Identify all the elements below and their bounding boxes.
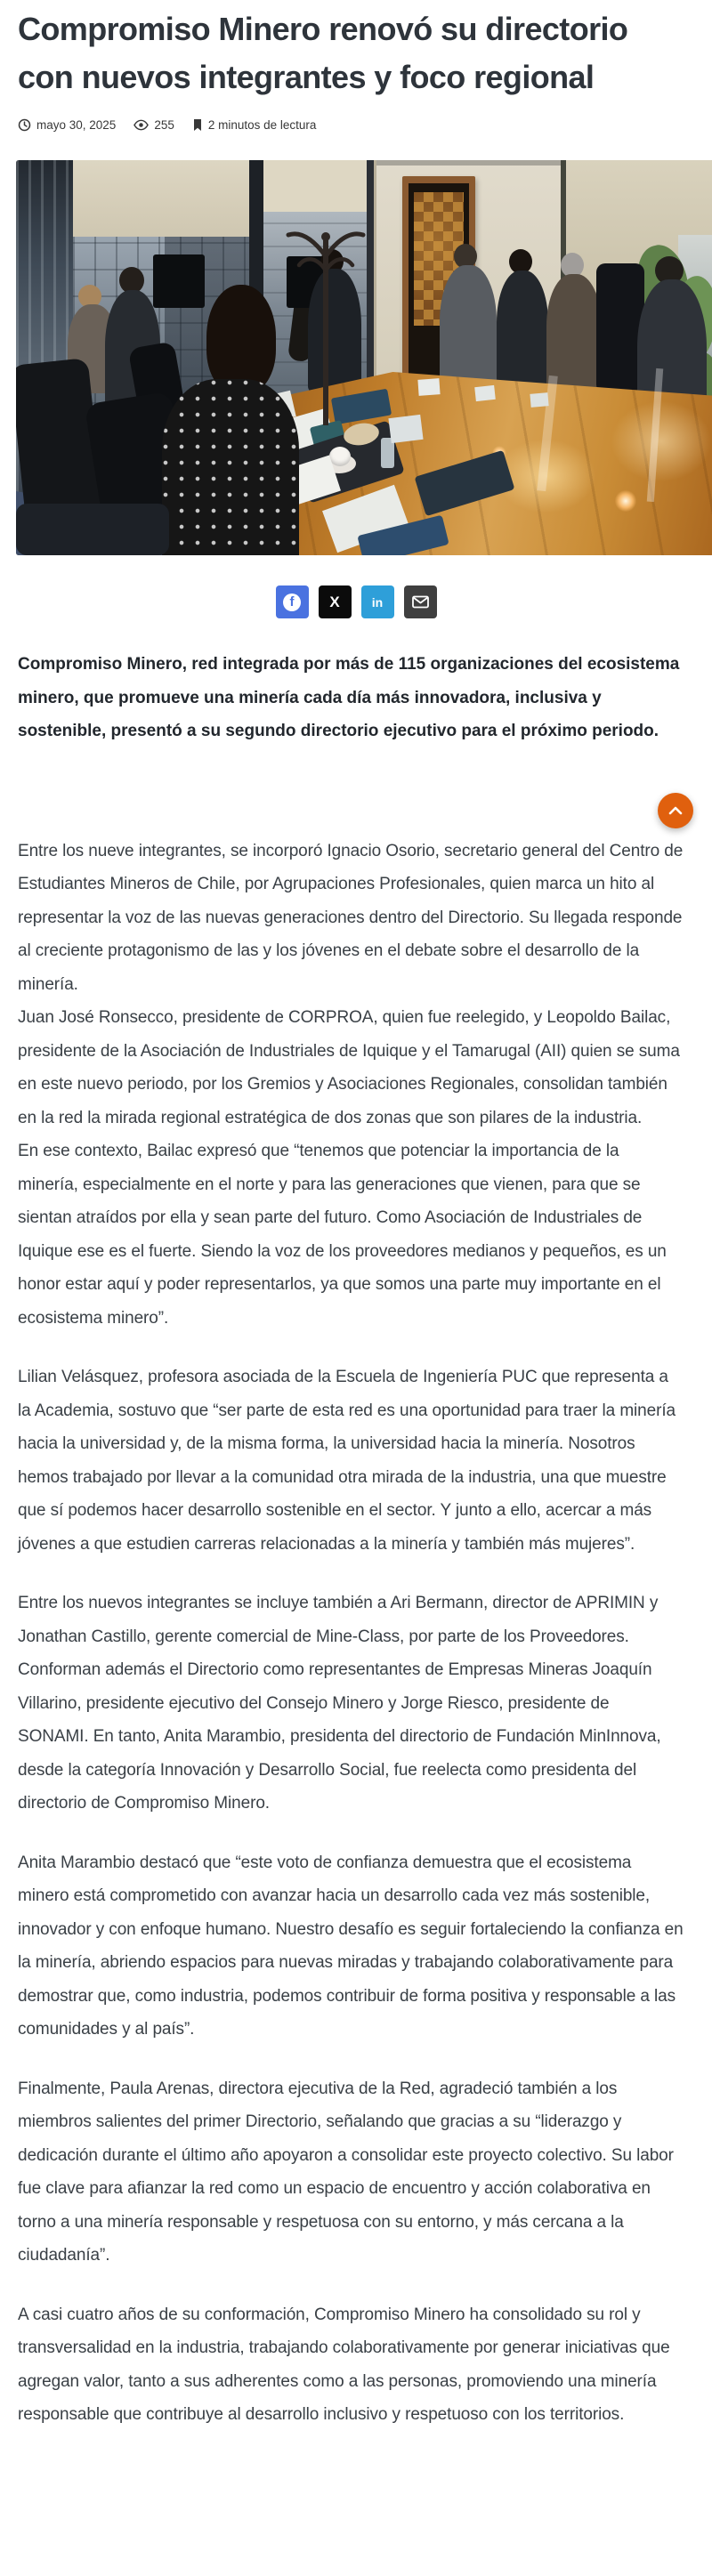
photo-name-card: [530, 392, 548, 408]
paragraph: Entre los nueve integrantes, se incorporó Ignacio Osorio, secretario general del Centro de Estudiantes Mineros de Chile, por Agrupaciones Profesionales, quien marca un hito al representar la voz de las nuevas generaciones dentro del Directorio. Su llegada responde al creciente protagonismo de las y los jóvenes en el debate sobre el desarrollo de la minería.: [18, 841, 684, 994]
photo-window-shade-left: [73, 160, 249, 239]
x-icon: X: [329, 594, 340, 610]
meta-views-label: 255: [154, 117, 174, 132]
share-x-button[interactable]: [319, 585, 352, 618]
facebook-icon: [283, 594, 301, 611]
meta-reading-time-label: 2 minutos de lectura: [207, 117, 317, 132]
chevron-up-icon: [668, 805, 684, 816]
photo-monitor: [153, 254, 205, 308]
photo-coat-rack: [279, 205, 372, 427]
meta-date: [18, 118, 116, 132]
meta-views: [134, 118, 174, 132]
article-body: [18, 835, 694, 2432]
photo-chair-arm: [16, 504, 169, 555]
meta-reading-time: [192, 118, 317, 132]
paragraph: En ese contexto, Bailac expresó que “tenemos que potenciar la importancia de la minería, especialmente en el norte y para las generaciones que vienen, para que se sientan atraídos por ella y sean parte del futuro. Como Asociación de Industriales de Iquique ese es el fuerte. Siendo la voz de los proveedores medianos y pequeños, es un honor estar aquí y poder representarlos, ya que somos una parte muy importante en el ecosistema minero”.: [18, 1142, 667, 1328]
paragraph: Anita Marambio destacó que “este voto de confianza demuestra que el ecosistema minero está comprometido con avanzar hacia un desarrollo cada vez más sostenible, innovador y con enfoque humano. Nuestro desafío es seguir fortaleciendo la confianza en la minería, abriendo espacios para nuevas miradas y trabajando colaborativamente para demostrar que, como industria, podemos contribuir de forma positiva y responsable a las comunidades y al país”.: [18, 1853, 684, 2039]
linkedin-icon: in: [371, 594, 384, 610]
clock-icon: [18, 118, 31, 132]
paragraph: A casi cuatro años de su conformación, Compromiso Minero ha consolidado su rol y transversalidad en la industria, trabajando colaborativamente por generar iniciativas que agregan valor, tanto a sus adherentes como a las personas, promoviendo una minería responsable que contribuye al desarrollo inclusivo y respetuoso con los territorios.: [18, 2305, 670, 2424]
bookmark-icon: [192, 118, 203, 132]
photo-person: [162, 379, 299, 555]
back-to-top-button[interactable]: [658, 793, 693, 828]
paragraph: Finalmente, Paula Arenas, directora ejecutiva de la Red, agradeció también a los miembros salientes del primer Directorio, señalando que gracias a su “liderazgo y dedicación durante el último año apoyaron a consolidar este proyecto colectivo. Su labor fue clave para afianzar la red como un espacio de encuentro y acción colaborativa en torno a una minería responsable y respetuosa con su entorno, y más cercana a la ciudadanía”.: [18, 2079, 674, 2265]
page-title: Compromiso Minero renovó su directorio con nuevos integrantes y foco regional: [18, 11, 628, 95]
photo-name-card: [388, 415, 423, 443]
paragraph: Lilian Velásquez, profesora asociada de la Escuela de Ingeniería PUC que representa a la Academia, sostuvo que “ser parte de esta red es una oportunidad para traer la minería hacia la universidad y, de la misma forma, la universidad hacia la minería. Nosotros hemos trabajado por llevar a la comunidad otra mirada de la industria, una que muestre que sí podemos hacer desarrollo sostenible en el sector. Y junto a ello, acercar a más jóvenes a que estudien carreras relacionadas a la minería y también más mujeres”.: [18, 1368, 676, 1554]
article-photo: [16, 160, 712, 555]
photo-coffee-cup: [329, 447, 351, 466]
eye-icon: [134, 119, 149, 131]
envelope-icon: [412, 595, 429, 609]
facebook-glyph: f: [289, 594, 295, 610]
share-buttons: [9, 585, 703, 618]
paragraph: Juan José Ronsecco, presidente de CORPROA, quien fue reelegido, y Leopoldo Bailac, presidente de la Asociación de Industriales de Iquique y el Tamarugal (AII) quien se suma en este nuevo periodo, por los Gremios y Asociaciones Regionales, consolidan también en la red la mirada regional estratégica de dos zonas que son pilares de la industria.: [18, 1008, 680, 1127]
photo-person: [440, 265, 497, 390]
photo-person-head: [206, 285, 276, 393]
paragraph: Entre los nuevos integrantes se incluye también a Ari Bermann, director de APRIMIN y Jonathan Castillo, gerente comercial de Mine-Class, por parte de los Proveedores. Conforman además el Directorio como representantes de Empresas Mineras Joaquín Villarino, presidente ejecutivo del Consejo Minero y Jorge Riesco, presidente de SONAMI. En tanto, Anita Marambio, presidenta del directorio de Fundación MinInnova, desde la categoría Innovación y Desarrollo Social, fue reelecta como presidenta del directorio de Compromiso Minero.: [18, 1594, 661, 1813]
article-intro: Compromiso Minero, red integrada por más de 115 organizaciones del ecosistema minero, que promueve una minería cada día más innovadora, inclusiva y sostenible, presentó a su segundo directorio ejecutivo para el próximo periodo.: [18, 655, 680, 740]
photo-person: [497, 271, 548, 386]
share-facebook-button[interactable]: [276, 585, 309, 618]
share-email-button[interactable]: [404, 585, 437, 618]
photo-name-card: [417, 378, 440, 396]
article-meta: [18, 116, 694, 133]
share-linkedin-button[interactable]: [361, 585, 394, 618]
article-page: [0, 5, 712, 2432]
photo-light-flare: [611, 486, 641, 516]
photo-name-card: [474, 385, 496, 401]
photo-person: [546, 274, 602, 390]
meta-date-label: mayo 30, 2025: [36, 117, 117, 132]
